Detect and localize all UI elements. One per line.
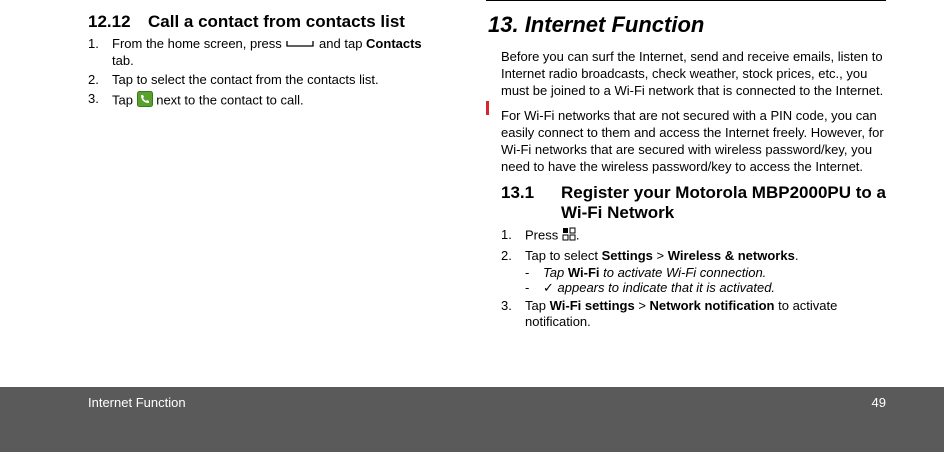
step-number: 1. [501,227,512,242]
steps-list [501,298,887,330]
sub-item: - ✓ appears to indicate that it is activated. [525,280,776,295]
paragraph: Before you can surf the Internet, send and receive emails, listen to Internet radio broadcasts, check weather, stock prices, etc., you must be joined to a Wi-Fi network that is connected to the Internet. [501,49,884,98]
list-item [88,72,460,88]
steps-list [88,36,460,111]
step-number: 1. [88,36,99,51]
list-item [501,227,887,245]
footer-title: Internet Function [88,395,186,410]
step-text: Press . [525,227,887,245]
step-text: Tap to select Settings > Wireless & networks. [525,248,799,263]
step-text: Tap Wi-Fi settings > Network notification to activate notification. [525,298,838,329]
step-number: 2. [88,71,99,87]
steps-list [501,227,887,264]
section-heading [88,12,460,32]
step-number: 3. [501,298,512,313]
right-column [488,12,887,333]
section-number: 12.12 [88,12,131,31]
list-item [88,91,460,111]
section-heading [501,183,887,223]
list-item [88,36,460,69]
sub-item: - Tap Wi-Fi to activate Wi-Fi connection. [525,265,767,280]
paragraph: For Wi-Fi networks that are not secured with a PIN code, you can easily connect to them and access the Internet freely. However, for Wi-Fi networks that are secured with wireless password/key, you need to have the wireless password/key to access the Internet. [501,108,884,174]
phone-call-icon [137,91,153,111]
home-key-icon [285,37,315,53]
section-title: Register your Motorola MBP2000PU to a Wi-Fi Network [561,183,886,222]
page-number: 49 [871,395,886,410]
step-number: 2. [501,248,512,263]
checkmark-icon: ✓ [543,280,554,295]
section-number: 13.1 [501,183,535,202]
step-text: From the home screen, press and tap Contacts tab. [112,36,422,68]
step-number: 3. [88,90,99,106]
page-footer [0,387,944,452]
list-item [501,248,887,264]
step-text: Tap next to the contact to call. [112,91,460,111]
chapter-title: 13. Internet Function [488,12,705,37]
top-rule [486,0,886,1]
step-text: Tap to select the contact from the contacts list. [112,71,379,87]
section-title: Call a contact from contacts list [148,12,405,31]
change-bar [486,101,489,115]
list-item [501,298,887,330]
left-column [88,12,460,114]
apps-menu-icon [562,227,576,245]
